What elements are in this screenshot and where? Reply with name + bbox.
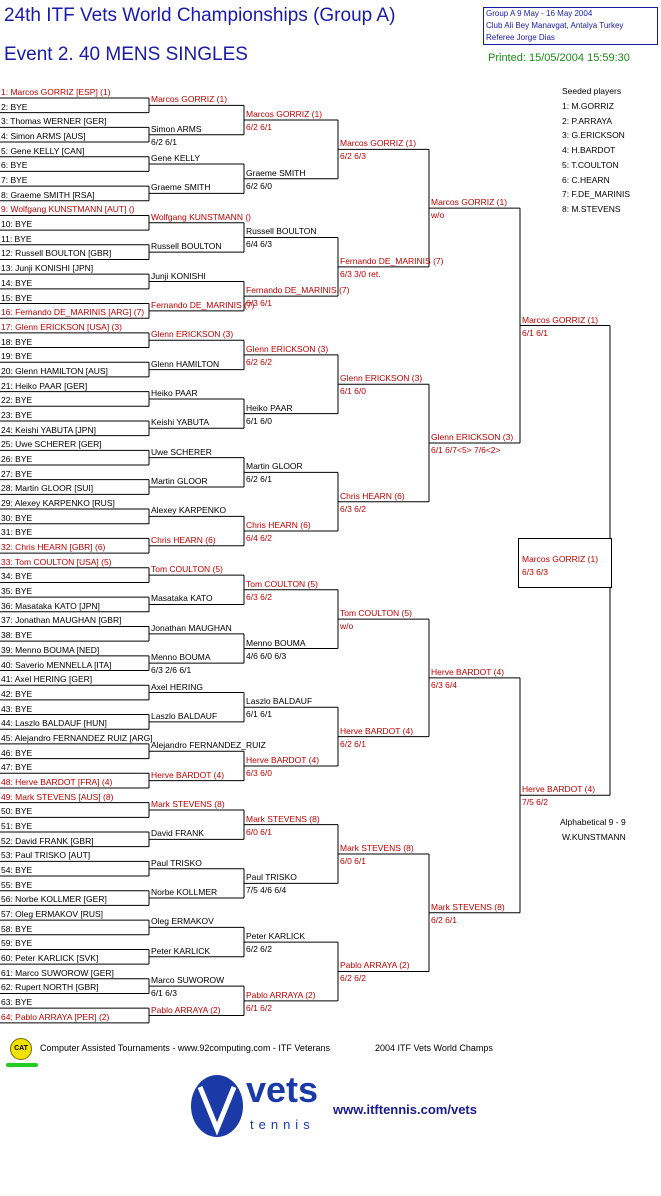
draw-slot-2: 2: BYE: [1, 101, 28, 112]
round5-score-3: 6/3 6/4: [431, 679, 457, 690]
round2-winner-29: Oleg ERMAKOV: [151, 916, 214, 927]
round2-winner-19: Jonathan MAUGHAN: [151, 622, 232, 633]
round6-winner-2: Herve BARDOT (4): [522, 784, 596, 795]
round2-winner-5: Wolfgang KUNSTMANN (): [151, 211, 251, 222]
draw-slot-14: 14: BYE: [1, 277, 33, 288]
round2-winner-2: Simon ARMS: [151, 123, 202, 134]
draw-slot-26: 26: BYE: [1, 454, 33, 464]
seeded-item: 6: C.HEARN: [562, 174, 610, 185]
round4-score-5: w/o: [340, 621, 354, 632]
draw-slot-10: 10: BYE: [1, 219, 33, 230]
logo-word: vets: [246, 1069, 319, 1110]
round6-score-2: 7/5 6/2: [522, 797, 548, 808]
draw-slot-37: 37: Jonathan MAUGHAN [GBR]: [1, 615, 122, 626]
draw-slot-60: 60: Peter KARLICK [SVK]: [1, 953, 99, 964]
draw-slot-41: 41: Axel HERING [GER]: [1, 674, 93, 685]
alphabetical-label: Alphabetical 9 - 9: [560, 817, 626, 827]
info-line-club: Club Ali Bey Manavgat, Antalya Turkey: [486, 21, 624, 30]
printed-timestamp: Printed: 15/05/2004 15:59:30: [488, 52, 630, 64]
round5-winner-3: Herve BARDOT (4): [431, 666, 505, 677]
round4-score-4: 6/3 6/2: [340, 503, 366, 514]
round3-winner-9: Tom COULTON (5): [246, 578, 318, 589]
cat-underline: [6, 1063, 38, 1067]
draw-slot-11: 11: BYE: [1, 233, 32, 244]
round2-winner-21: Axel HERING: [151, 681, 203, 692]
round3-winner-8: Chris HEARN (6): [246, 520, 311, 531]
round3-winner-14: Paul TRISKO: [246, 872, 297, 883]
draw-slot-34: 34: BYE: [1, 571, 33, 582]
draw-slot-49: 49: Mark STEVENS [AUS] (8): [1, 791, 114, 802]
draw-slot-23: 23: BYE: [1, 409, 33, 420]
round2-winner-30: Peter KARLICK: [151, 945, 211, 956]
round5-winner-2: Glenn ERICKSON (3): [431, 431, 514, 442]
round2-winner-7: Junji KONISHI: [151, 270, 206, 281]
draw-slot-45: 45: Alejandro FERNANDEZ RUIZ [ARG]: [1, 732, 153, 743]
draw-slot-59: 59: BYE: [1, 938, 33, 949]
round3-score-10: 4/6 6/0 6/3: [246, 650, 287, 661]
round3-score-16: 6/1 6/2: [246, 1002, 272, 1013]
draw-slot-21: 21: Heiko PAAR [GER]: [1, 380, 88, 391]
round2-winner-3: Gene KELLY: [151, 153, 200, 164]
round5-score-4: 6/2 6/1: [431, 914, 457, 925]
draw-slot-4: 4: Simon ARMS [AUS]: [1, 131, 86, 142]
round4-winner-8: Pablo ARRAYA (2): [340, 960, 410, 971]
vets-logo: [190, 1069, 320, 1139]
draw-slot-35: 35: BYE: [1, 586, 33, 597]
round3-score-8: 6/4 6/2: [246, 533, 272, 544]
info-line-dates: Group A 9 May - 16 May 2004: [486, 9, 593, 18]
round3-winner-13: Mark STEVENS (8): [246, 813, 320, 824]
footer-event: 2004 ITF Vets World Champs: [375, 1043, 493, 1053]
champion-name: Marcos GORRIZ (1): [522, 554, 599, 565]
draw-slot-22: 22: BYE: [1, 395, 33, 406]
seeded-item: 5: T.COULTON: [562, 159, 619, 170]
round2-winner-24: Herve BARDOT (4): [151, 769, 225, 780]
draw-slot-61: 61: Marco SUWOROW [GER]: [1, 967, 114, 978]
round3-score-14: 7/5 4/6 6/4: [246, 885, 287, 896]
round4-winner-7: Mark STEVENS (8): [340, 843, 414, 854]
seeded-item: 4: H.BARDOT: [562, 145, 616, 156]
draw-slot-54: 54: BYE: [1, 865, 33, 876]
draw-slot-63: 63: BYE: [1, 997, 33, 1008]
draw-slot-30: 30: BYE: [1, 512, 33, 523]
round4-score-1: 6/2 6/3: [340, 151, 366, 162]
draw-slot-46: 46: BYE: [1, 747, 33, 758]
round2-winner-28: Norbe KOLLMER: [151, 887, 218, 898]
round2-winner-13: Uwe SCHERER: [151, 446, 212, 457]
round4-winner-5: Tom COULTON (5): [340, 608, 412, 619]
round4-score-8: 6/2 6/2: [340, 973, 366, 984]
footer-credits[interactable]: Computer Assisted Tournaments - www.92computing.com - ITF Veterans: [40, 1043, 330, 1053]
draw-slot-29: 29: Alexey KARPENKO [RUS]: [1, 498, 115, 509]
info-line-referee: Referee Jorge Dias: [486, 33, 555, 42]
round2-winner-27: Paul TRISKO: [151, 857, 202, 868]
round4-winner-2: Fernando DE_MARINIS (7): [340, 255, 444, 266]
round2-winner-1: Marcos GORRIZ (1): [151, 94, 228, 105]
draw-slot-47: 47: BYE: [1, 762, 33, 773]
draw-slot-51: 51: BYE: [1, 821, 33, 831]
draw-slot-9: 9: Wolfgang KUNSTMANN [AUT] (): [1, 204, 135, 215]
event-title: Event 2. 40 MENS SINGLES: [4, 44, 248, 65]
draw-slot-6: 6: BYE: [1, 160, 28, 171]
round2-winner-12: Keishi YABUTA: [151, 417, 210, 428]
round3-winner-3: Russell BOULTON: [246, 226, 317, 237]
round3-score-13: 6/0 6/1: [246, 826, 272, 837]
round3-winner-6: Heiko PAAR: [246, 402, 293, 413]
round2-winner-32: Pablo ARRAYA (2): [151, 1004, 221, 1015]
round3-winner-5: Glenn ERICKSON (3): [246, 343, 329, 354]
round2-winner-10: Glenn HAMILTON: [151, 358, 220, 369]
seeded-item: 7: F.DE_MARINIS: [562, 189, 631, 200]
round2-winner-16: Chris HEARN (6): [151, 534, 216, 545]
round2-winner-11: Heiko PAAR: [151, 387, 198, 398]
round5-winner-4: Mark STEVENS (8): [431, 901, 505, 912]
seeded-item: 8: M.STEVENS: [562, 203, 621, 214]
round3-score-5: 6/2 6/2: [246, 356, 272, 367]
alphabetical-name: W.KUNSTMANN: [562, 832, 626, 842]
draw-slot-57: 57: Oleg ERMAKOV [RUS]: [1, 909, 104, 920]
round2-winner-26: David FRANK: [151, 828, 204, 839]
champion-score: 6/3 6/3: [522, 567, 548, 578]
draw-slot-56: 56: Norbe KOLLMER [GER]: [1, 894, 107, 905]
round4-winner-1: Marcos GORRIZ (1): [340, 138, 417, 149]
draw-slot-12: 12: Russell BOULTON [GBR]: [1, 248, 112, 259]
seeded-item: 2: P.ARRAYA: [562, 115, 613, 126]
draw-slot-18: 18: BYE: [1, 336, 33, 347]
round2-score-20: 6/3 2/6 6/1: [151, 665, 192, 676]
draw-slot-28: 28: Martin GLOOR [SUI]: [1, 483, 94, 494]
round3-score-15: 6/2 6/2: [246, 944, 272, 955]
round6-score-1: 6/1 6/1: [522, 327, 548, 338]
round2-score-2: 6/2 6/1: [151, 136, 177, 147]
draw-slot-62: 62: Rupert NORTH [GBR]: [1, 982, 99, 993]
logo-sub: tennis: [250, 1117, 315, 1132]
round4-score-6: 6/2 6/1: [340, 738, 366, 749]
round4-score-2: 6/3 3/0 ret.: [340, 268, 381, 279]
round2-winner-6: Russell BOULTON: [151, 241, 222, 252]
seeded-item: 1: M.GORRIZ: [562, 101, 614, 111]
round2-score-31: 6/1 6/3: [151, 988, 177, 999]
draw-slot-17: 17: Glenn ERICKSON [USA] (3): [1, 321, 122, 332]
round3-score-12: 6/3 6/0: [246, 767, 272, 778]
draw-slot-25: 25: Uwe SCHERER [GER]: [1, 439, 102, 450]
draw-slot-24: 24: Keishi YABUTA [JPN]: [1, 424, 96, 435]
draw-slot-8: 8: Graeme SMITH [RSA]: [1, 189, 95, 200]
draw-slot-31: 31: BYE: [1, 527, 33, 538]
round3-winner-7: Martin GLOOR: [246, 461, 303, 472]
cat-badge-text: CAT: [14, 1045, 28, 1052]
round5-winner-1: Marcos GORRIZ (1): [431, 197, 508, 208]
draw-slot-39: 39: Menno BOUMA [NED]: [1, 644, 100, 655]
draw-slot-27: 27: BYE: [1, 468, 33, 479]
draw-slot-32: 32: Chris HEARN [GBR] (6): [1, 542, 106, 553]
draw-slot-16: 16: Fernando DE_MARINIS [ARG] (7): [1, 307, 145, 318]
draw-slot-20: 20: Glenn HAMILTON [AUS]: [1, 365, 108, 376]
round3-winner-10: Menno BOUMA: [246, 637, 306, 648]
round4-winner-6: Herve BARDOT (4): [340, 725, 414, 736]
round3-score-7: 6/2 6/1: [246, 474, 272, 485]
tournament-title: 24th ITF Vets World Championships (Group A): [4, 5, 396, 26]
draw-slot-5: 5: Gene KELLY [CAN]: [1, 145, 85, 156]
draw-slot-33: 33: Tom COULTON [USA] (5): [1, 556, 112, 567]
draw-slot-36: 36: Masataka KATO [JPN]: [1, 600, 100, 611]
round2-winner-25: Mark STEVENS (8): [151, 798, 225, 809]
draw-slot-58: 58: BYE: [1, 923, 33, 934]
seeded-item: 3: G.ERICKSON: [562, 130, 625, 141]
cat-logo-icon: [10, 1038, 32, 1060]
round6-winner-1: Marcos GORRIZ (1): [522, 314, 599, 325]
round3-winner-1: Marcos GORRIZ (1): [246, 109, 323, 120]
round4-score-7: 6/0 6/1: [340, 856, 366, 867]
round3-score-1: 6/2 6/1: [246, 122, 272, 133]
round3-score-3: 6/4 6/3: [246, 239, 272, 250]
draw-slot-50: 50: BYE: [1, 806, 33, 817]
round3-winner-4: Fernando DE_MARINIS (7): [246, 285, 350, 296]
round3-score-2: 6/2 6/0: [246, 180, 272, 191]
draw-slot-42: 42: BYE: [1, 688, 33, 699]
draw-slot-13: 13: Junji KONISHI [JPN]: [1, 263, 94, 274]
round2-winner-17: Tom COULTON (5): [151, 564, 223, 575]
draw-slot-55: 55: BYE: [1, 879, 33, 890]
round2-winner-15: Alexey KARPENKO: [151, 505, 227, 516]
round3-score-11: 6/1 6/1: [246, 709, 272, 720]
round2-winner-18: Masataka KATO: [151, 593, 213, 604]
draw-slot-19: 19: BYE: [1, 351, 33, 362]
round2-winner-4: Graeme SMITH: [151, 182, 211, 193]
round3-winner-12: Herve BARDOT (4): [246, 754, 320, 765]
draw-slot-44: 44: Laszlo BALDAUF [HUN]: [1, 718, 107, 729]
round2-winner-20: Menno BOUMA: [151, 652, 211, 663]
round3-winner-16: Pablo ARRAYA (2): [246, 989, 316, 1000]
draw-slot-48: 48: Herve BARDOT [FRA] (4): [1, 776, 113, 787]
draw-slot-53: 53: Paul TRISKO [AUT]: [1, 850, 91, 861]
draw-slot-15: 15: BYE: [1, 292, 33, 303]
round2-winner-8: Fernando DE_MARINIS (7): [151, 299, 255, 310]
round2-winner-23: Alejandro FERNANDEZ_RUIZ: [151, 740, 266, 751]
draw-slot-1: 1: Marcos GORRIZ [ESP] (1): [1, 87, 111, 97]
round2-winner-31: Marco SUWOROW: [151, 975, 225, 986]
draw-slot-3: 3: Thomas WERNER [GER]: [1, 116, 107, 127]
round5-score-2: 6/1 6/7<5> 7/6<2>: [431, 444, 501, 455]
round2-winner-22: Laszlo BALDAUF: [151, 710, 218, 721]
round2-winner-14: Martin GLOOR: [151, 476, 208, 487]
round3-winner-2: Graeme SMITH: [246, 167, 306, 178]
round3-winner-15: Peter KARLICK: [246, 931, 306, 942]
round3-score-6: 6/1 6/0: [246, 415, 272, 426]
draw-slot-43: 43: BYE: [1, 703, 33, 714]
seeded-title: Seeded players: [562, 86, 622, 96]
draw-slot-7: 7: BYE: [1, 175, 28, 186]
draw-slot-40: 40: Saverio MENNELLA [ITA]: [1, 659, 112, 670]
itf-url-link[interactable]: www.itftennis.com/vets: [333, 1102, 477, 1117]
draw-slot-64: 64: Pablo ARRAYA [PER] (2): [1, 1011, 110, 1022]
round4-score-3: 6/1 6/0: [340, 386, 366, 397]
round2-winner-9: Glenn ERICKSON (3): [151, 329, 234, 340]
draw-slot-38: 38: BYE: [1, 630, 33, 641]
round4-winner-4: Chris HEARN (6): [340, 490, 405, 501]
round3-winner-11: Laszlo BALDAUF: [246, 696, 313, 707]
round4-winner-3: Glenn ERICKSON (3): [340, 373, 423, 384]
round3-score-9: 6/3 6/2: [246, 591, 272, 602]
draw-slot-52: 52: David FRANK [GBR]: [1, 835, 94, 846]
round3-score-4: 6/3 6/1: [246, 298, 272, 309]
round5-score-1: w/o: [431, 210, 445, 221]
